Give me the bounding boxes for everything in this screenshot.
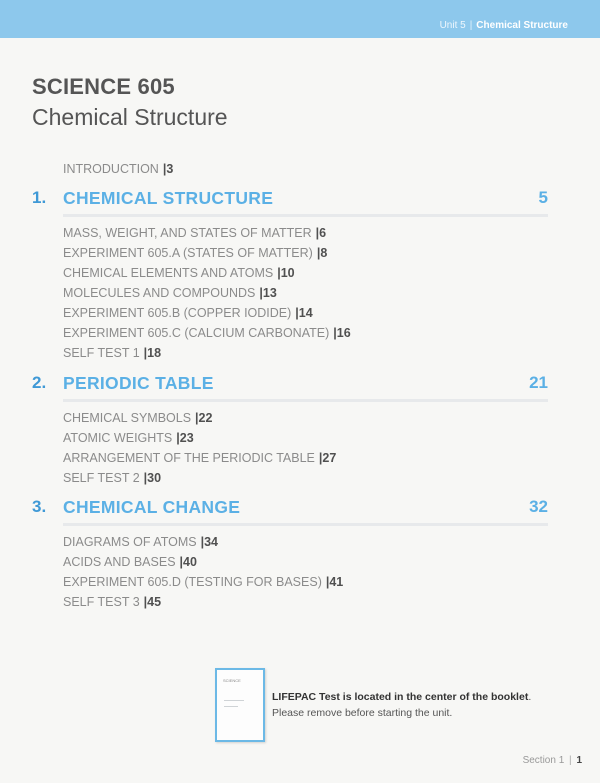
toc-item[interactable] xyxy=(63,535,218,549)
toc-introduction[interactable] xyxy=(63,162,173,176)
toc-item[interactable] xyxy=(63,595,161,609)
toc-item[interactable] xyxy=(63,431,194,445)
toc-item[interactable] xyxy=(63,266,295,280)
section-number: 1. xyxy=(32,188,47,207)
section-divider xyxy=(63,523,548,526)
toc-item-label: EXPERIMENT 605.A (STATES OF MATTER) xyxy=(63,246,313,260)
section-1-heading[interactable] xyxy=(32,188,548,218)
section-number: 3. xyxy=(32,497,47,516)
toc-item-label: EXPERIMENT 605.D (TESTING FOR BASES) xyxy=(63,575,322,589)
toc-item-label: SELF TEST 1 xyxy=(63,346,140,360)
toc-item-page: | 23 xyxy=(176,431,193,445)
lifepac-note xyxy=(272,689,542,721)
unit-label: Unit 5 xyxy=(439,20,466,31)
toc-item[interactable] xyxy=(63,471,161,485)
toc-item[interactable] xyxy=(63,326,351,340)
toc-item-page: | 45 xyxy=(144,595,161,609)
footer-separator: | xyxy=(569,755,572,766)
toc-item-label: SELF TEST 3 xyxy=(63,595,140,609)
toc-item[interactable] xyxy=(63,555,197,569)
page-footer xyxy=(523,755,582,766)
breadcrumb-separator: | xyxy=(469,20,473,31)
toc-item-page: | 8 xyxy=(317,246,327,260)
toc-item-page: | 30 xyxy=(144,471,161,485)
section-page: 5 xyxy=(538,188,548,207)
section-title: CHEMICAL STRUCTURE xyxy=(63,188,274,208)
toc-item-page: | 41 xyxy=(326,575,343,589)
toc-item[interactable] xyxy=(63,411,212,425)
booklet-line xyxy=(224,706,238,707)
unit-title: Chemical Structure xyxy=(476,20,568,31)
section-divider xyxy=(63,399,548,402)
course-code: SCIENCE 605 xyxy=(32,74,175,99)
toc-item[interactable] xyxy=(63,306,313,320)
toc-item-label: INTRODUCTION xyxy=(63,162,159,176)
note-bold-text: LIFEPAC Test is located in the center of the booklet xyxy=(272,691,529,703)
toc-item-label: ACIDS AND BASES xyxy=(63,555,176,569)
toc-item[interactable] xyxy=(63,451,336,465)
unit-breadcrumb xyxy=(440,20,568,31)
toc-item-page: | 34 xyxy=(201,535,218,549)
toc-item-label: CHEMICAL ELEMENTS AND ATOMS xyxy=(63,266,274,280)
section-2-heading[interactable] xyxy=(32,373,548,403)
toc-item[interactable] xyxy=(63,575,343,589)
toc-item-page: | 40 xyxy=(180,555,197,569)
note-rest-text: . Please remove before starting the unit. xyxy=(272,691,532,719)
header-bar xyxy=(0,0,600,38)
toc-item-label: CHEMICAL SYMBOLS xyxy=(63,411,192,425)
toc-item-page: | 14 xyxy=(295,306,312,320)
course-title: Chemical Structure xyxy=(32,104,228,130)
section-title: PERIODIC TABLE xyxy=(63,373,214,393)
toc-item[interactable] xyxy=(63,246,327,260)
toc-item-page: | 10 xyxy=(277,266,294,280)
toc-item-page: | 16 xyxy=(333,326,350,340)
toc-item[interactable] xyxy=(63,226,326,240)
toc-item-page: | 13 xyxy=(259,286,276,300)
booklet-cover-label: SCIENCE xyxy=(223,678,241,683)
section-page: 32 xyxy=(529,497,548,516)
section-title: CHEMICAL CHANGE xyxy=(63,497,241,517)
toc-item[interactable] xyxy=(63,346,161,360)
toc-item-page: | 27 xyxy=(319,451,336,465)
toc-item-label: EXPERIMENT 605.B (COPPER IODIDE) xyxy=(63,306,292,320)
toc-item-page: | 22 xyxy=(195,411,212,425)
toc-item-page: | 3 xyxy=(163,162,173,176)
toc-item-label: DIAGRAMS OF ATOMS xyxy=(63,535,197,549)
toc-item-label: SELF TEST 2 xyxy=(63,471,140,485)
toc-item-label: ATOMIC WEIGHTS xyxy=(63,431,173,445)
toc-item-label: EXPERIMENT 605.C (CALCIUM CARBONATE) xyxy=(63,326,330,340)
section-page: 21 xyxy=(529,373,548,392)
toc-item-label: MASS, WEIGHT, AND STATES OF MATTER xyxy=(63,226,312,240)
booklet-line xyxy=(224,700,244,701)
booklet-icon xyxy=(215,668,265,742)
footer-page-number: 1 xyxy=(576,755,582,766)
toc-item-page: | 6 xyxy=(316,226,326,240)
section-divider xyxy=(63,214,548,217)
footer-section-label: Section 1 xyxy=(522,755,565,766)
section-number: 2. xyxy=(32,373,47,392)
toc-item-label: ARRANGEMENT OF THE PERIODIC TABLE xyxy=(63,451,315,465)
toc-item-label: MOLECULES AND COMPOUNDS xyxy=(63,286,256,300)
toc-item[interactable] xyxy=(63,286,277,300)
section-3-heading[interactable] xyxy=(32,497,548,527)
toc-item-page: | 18 xyxy=(144,346,161,360)
